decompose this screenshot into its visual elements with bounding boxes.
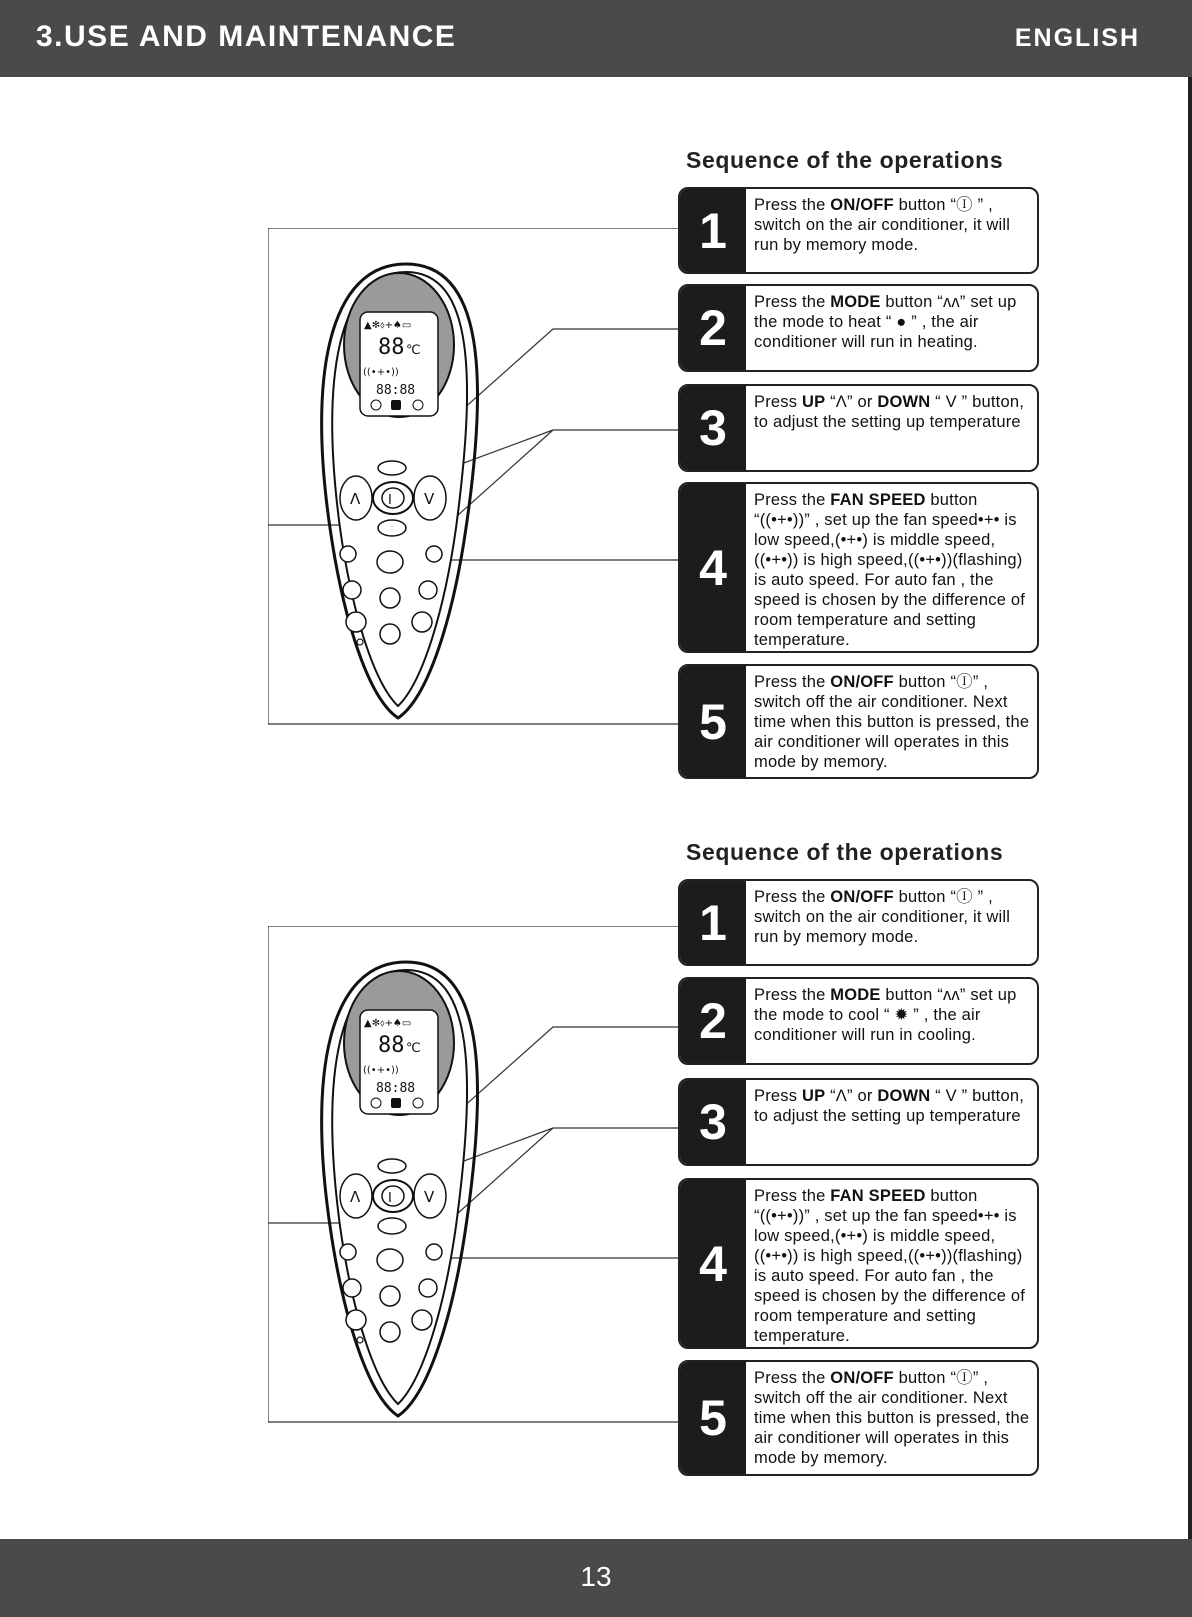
page-footer — [0, 1539, 1192, 1617]
step-number: 1 — [680, 189, 746, 272]
remote-diagram-2 — [268, 926, 688, 1446]
step-number: 2 — [680, 286, 746, 370]
step-number: 5 — [680, 666, 746, 777]
display-fan: ((•+•)) — [363, 367, 399, 378]
language-label: ENGLISH — [1014, 24, 1140, 52]
step-text: Press the ON/OFF button “Ⓘ ” , switch on the air conditioner, it will run by memory mode. — [754, 888, 1011, 946]
fan-speed-button[interactable] — [378, 1218, 406, 1234]
sequence-title-2: Sequence of the operations — [686, 839, 1004, 865]
section1-step-4 — [678, 482, 1039, 653]
step-text: Press UP “Λ” or DOWN “ V ” button, to adjust the setting up temperature — [754, 393, 1024, 431]
step-text: Press the ON/OFF button “Ⓘ” , switch off the air conditioner. Next time when this button is pressed, the air conditioner will operates in this mode by memory. — [754, 1369, 1030, 1467]
page-number: 13 — [580, 1561, 612, 1592]
display-unit: ℃ — [406, 343, 421, 358]
step-number: 1 — [680, 881, 746, 964]
svg-text:▲✻⬨+♠▭: ▲✻⬨+♠▭ — [364, 320, 412, 331]
step-text: Press the MODE button “ʌʌ” set up the mode to cool “ ✹ ” , the air conditioner will run in cooling. — [754, 986, 1017, 1044]
svg-text:I: I — [388, 493, 392, 508]
svg-text:▲✻⬨+♠▭: ▲✻⬨+♠▭ — [364, 1018, 412, 1029]
svg-text:Λ: Λ — [350, 490, 361, 508]
section-title: 3.USE AND MAINTENANCE — [36, 20, 457, 53]
step-number: 4 — [680, 484, 746, 651]
display-clock: 88:88 — [376, 383, 416, 398]
step-number: 2 — [680, 979, 746, 1063]
fan-speed-button[interactable] — [378, 520, 406, 536]
step-number: 3 — [680, 386, 746, 470]
display-fan: ((•+•)) — [363, 1065, 399, 1076]
svg-text:V: V — [424, 490, 435, 508]
svg-text:Λ: Λ — [350, 1188, 361, 1206]
section1-step-5 — [678, 664, 1039, 779]
section1-step-1 — [678, 187, 1039, 274]
display-unit: ℃ — [406, 1041, 421, 1056]
section2-step-1 — [678, 879, 1039, 966]
swing-button[interactable] — [377, 1249, 403, 1271]
display-temperature: 88 — [378, 335, 405, 360]
swing-button[interactable] — [377, 551, 403, 573]
step-text: Press the ON/OFF button “Ⓘ” , switch off the air conditioner. Next time when this button is pressed, the air conditioner will operates in this mode by memory. — [754, 673, 1030, 771]
svg-text:V: V — [424, 1188, 435, 1206]
step-text: Press the ON/OFF button “Ⓘ ” , switch on the air conditioner, it will run by memory mode. — [754, 196, 1011, 254]
mode-button[interactable] — [378, 461, 406, 475]
section2-step-5 — [678, 1360, 1039, 1476]
step-text: Press the MODE button “ʌʌ” set up the mode to heat “ ● ” , the air conditioner will run in heating. — [754, 293, 1017, 351]
display-temperature: 88 — [378, 1033, 405, 1058]
remote-illustration — [268, 926, 688, 1446]
step-text: Press UP “Λ” or DOWN “ V ” button, to adjust the setting up temperature — [754, 1087, 1024, 1125]
sequence-title-1: Sequence of the operations — [686, 147, 1004, 173]
section2-step-4 — [678, 1178, 1039, 1349]
mode-button[interactable] — [378, 1159, 406, 1173]
step-number: 4 — [680, 1180, 746, 1347]
section2-step-2 — [678, 977, 1039, 1065]
step-text: Press the FAN SPEED button “((•+•))” , set up the fan speed•+• is low speed,(•+•) is middle speed, ((•+•)) is high speed,((•+•))(flashing) is auto speed. For auto fan , the speed is chosen by the difference of room temperature and setting temperature. — [754, 1187, 1026, 1345]
remote-illustration — [268, 228, 688, 748]
step-number: 3 — [680, 1080, 746, 1164]
step-number: 5 — [680, 1362, 746, 1474]
page-header — [0, 0, 1192, 77]
section2-step-3 — [678, 1078, 1039, 1166]
section1-step-2 — [678, 284, 1039, 372]
step-text: Press the FAN SPEED button “((•+•))” , set up the fan speed•+• is low speed,(•+•) is middle speed, ((•+•)) is high speed,((•+•))(flashing) is auto speed. For auto fan , the speed is chosen by the difference of room temperature and setting temperature. — [754, 491, 1026, 649]
section1-step-3 — [678, 384, 1039, 472]
remote-diagram-1 — [268, 228, 688, 748]
svg-text:I: I — [388, 1191, 392, 1206]
display-clock: 88:88 — [376, 1081, 416, 1096]
page-edge-rule — [1188, 77, 1192, 1539]
